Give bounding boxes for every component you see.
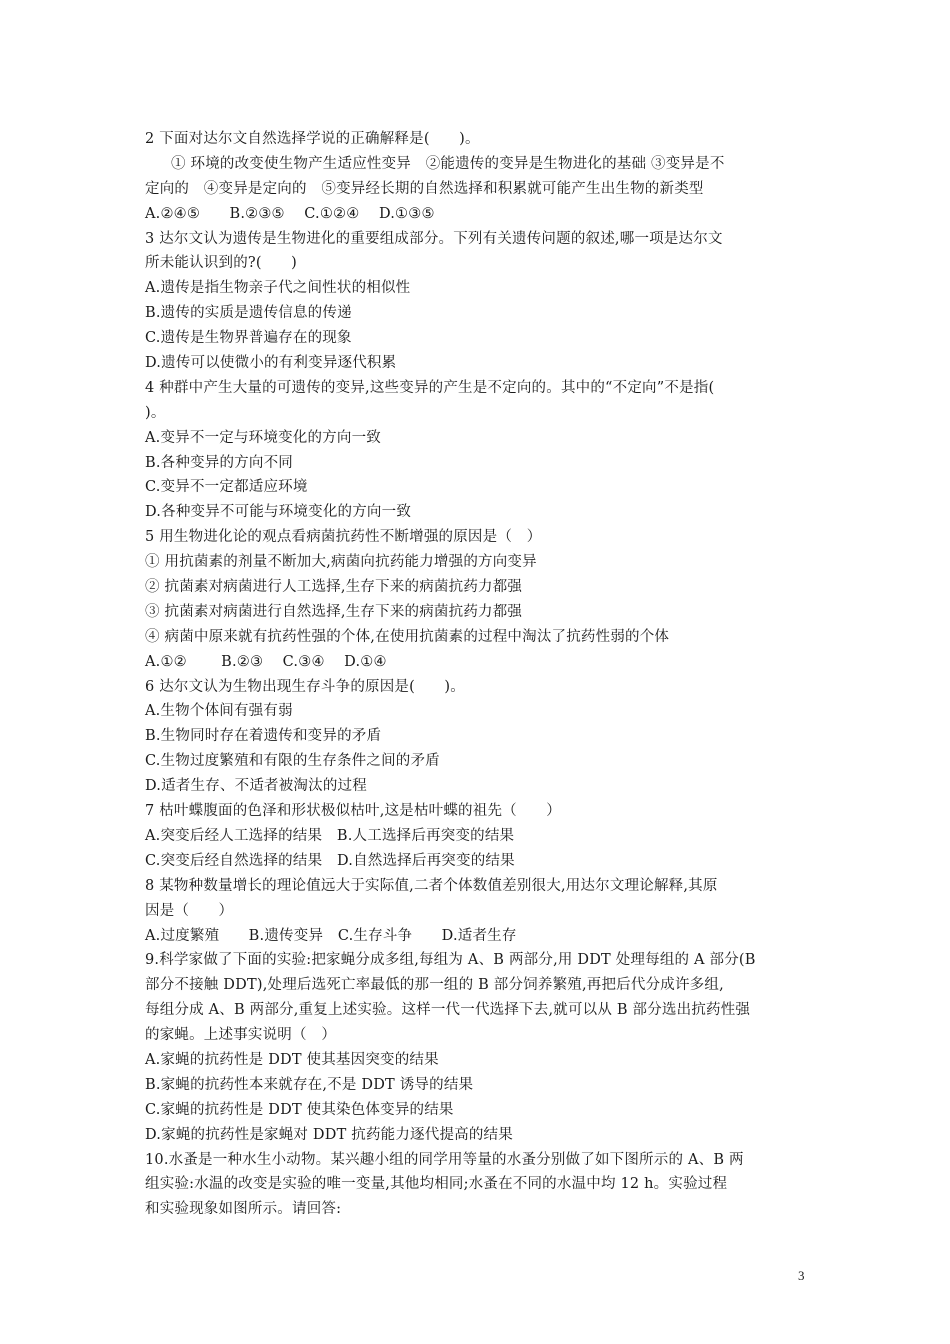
text-line: A.突变后经人工选择的结果 B.人工选择后再突变的结果 xyxy=(145,827,515,844)
text-line: 组实验:水温的改变是实验的唯一变量,其他均相同;水蚤在不同的水温中均 12 h。实验过程 xyxy=(145,1176,728,1193)
text-line: B.生物同时存在着遗传和变异的矛盾 xyxy=(145,728,382,745)
text-line: 因是（ ） xyxy=(145,902,234,919)
text-line: 4 种群中产生大量的可遗传的变异,这些变异的产生是不定向的。其中的“不定向”不是指( xyxy=(145,379,715,396)
text-line: ① 环境的改变使生物产生适应性变异 ②能遗传的变异是生物进化的基础 ③变异是不 xyxy=(171,155,725,172)
text-line: 7 枯叶蝶腹面的色泽和形状极似枯叶,这是枯叶蝶的祖先（ ） xyxy=(145,803,561,820)
text-line: B.家蝇的抗药性本来就存在,不是 DDT 诱导的结果 xyxy=(145,1076,474,1093)
text-line: A.变异不一定与环境变化的方向一致 xyxy=(145,429,381,446)
text-line: 和实验现象如图所示。请回答: xyxy=(145,1201,342,1218)
text-line: 10.水蚤是一种水生小动物。某兴趣小组的同学用等量的水蚤分别做了如下图所示的 A、B 两 xyxy=(145,1151,744,1168)
text-line: C.遗传是生物界普遍存在的现象 xyxy=(145,330,352,347)
text-line: D.遗传可以使微小的有利变异逐代积累 xyxy=(145,355,397,372)
text-line: 9.科学家做了下面的实验:把家蝇分成多组,每组为 A、B 两部分,用 DDT 处理每组的 A 部分(B xyxy=(145,952,756,969)
text-line: 所未能认识到的?( ) xyxy=(145,255,297,272)
text-line: D.各种变异不可能与环境变化的方向一致 xyxy=(145,504,412,521)
text-line: C.突变后经自然选择的结果 D.自然选择后再突变的结果 xyxy=(145,852,515,869)
text-line: A.①② B.②③ C.③④ D.①④ xyxy=(145,653,387,670)
text-line: C.家蝇的抗药性是 DDT 使其染色体变异的结果 xyxy=(145,1101,454,1118)
text-line: A.过度繁殖 B.遗传变异 C.生存斗争 D.适者生存 xyxy=(145,927,517,944)
text-line: )。 xyxy=(145,404,166,421)
text-line: A.②④⑤ B.②③⑤ C.①②④ D.①③⑤ xyxy=(145,205,435,222)
text-line: 每组分成 A、B 两部分,重复上述实验。这样一代一代选择下去,就可以从 B 部分选出抗药性强 xyxy=(145,1002,751,1019)
text-line: B.遗传的实质是遗传信息的传递 xyxy=(145,305,352,322)
text-line: C.生物过度繁殖和有限的生存条件之间的矛盾 xyxy=(145,753,440,770)
text-line: 5 用生物进化论的观点看病菌抗药性不断增强的原因是（ ） xyxy=(145,529,542,546)
page-number: 3 xyxy=(798,1268,805,1283)
text-line: B.各种变异的方向不同 xyxy=(145,454,293,471)
text-line: 定向的 ④变异是定向的 ⑤变异经长期的自然选择和积累就可能产生出生物的新类型 xyxy=(145,180,704,197)
text-line: 3 达尔文认为遗传是生物进化的重要组成部分。下列有关遗传问题的叙述,哪一项是达尔文 xyxy=(145,230,723,247)
question-text xyxy=(145,127,810,1222)
text-line: A.遗传是指生物亲子代之间性状的相似性 xyxy=(145,280,411,297)
text-line: 6 达尔文认为生物出现生存斗争的原因是( )。 xyxy=(145,678,465,695)
text-line: 的家蝇。上述事实说明（ ） xyxy=(145,1027,337,1044)
text-line: A.家蝇的抗药性是 DDT 使其基因突变的结果 xyxy=(145,1051,439,1068)
text-line: D.家蝇的抗药性是家蝇对 DDT 抗药能力逐代提高的结果 xyxy=(145,1126,513,1143)
text-line: 8 某物种数量增长的理论值远大于实际值,二者个体数值差别很大,用达尔文理论解释,其原 xyxy=(145,877,718,894)
text-line: ③ 抗菌素对病菌进行自然选择,生存下来的病菌抗药力都强 xyxy=(145,603,523,620)
text-line: A.生物个体间有强有弱 xyxy=(145,703,293,720)
text-line: ① 用抗菌素的剂量不断加大,病菌向抗药能力增强的方向变异 xyxy=(145,554,537,571)
text-line: ② 抗菌素对病菌进行人工选择,生存下来的病菌抗药力都强 xyxy=(145,579,523,596)
text-line: D.适者生存、不适者被淘汰的过程 xyxy=(145,778,367,795)
text-line: 部分不接触 DDT),处理后选死亡率最低的那一组的 B 部分饲养繁殖,再把后代分成许多组, xyxy=(145,977,724,994)
text-line: 2 下面对达尔文自然选择学说的正确解释是( )。 xyxy=(145,131,480,147)
text-line: ④ 病菌中原来就有抗药性强的个体,在使用抗菌素的过程中淘汰了抗药性弱的个体 xyxy=(145,628,670,645)
text-line: C.变异不一定都适应环境 xyxy=(145,479,308,496)
